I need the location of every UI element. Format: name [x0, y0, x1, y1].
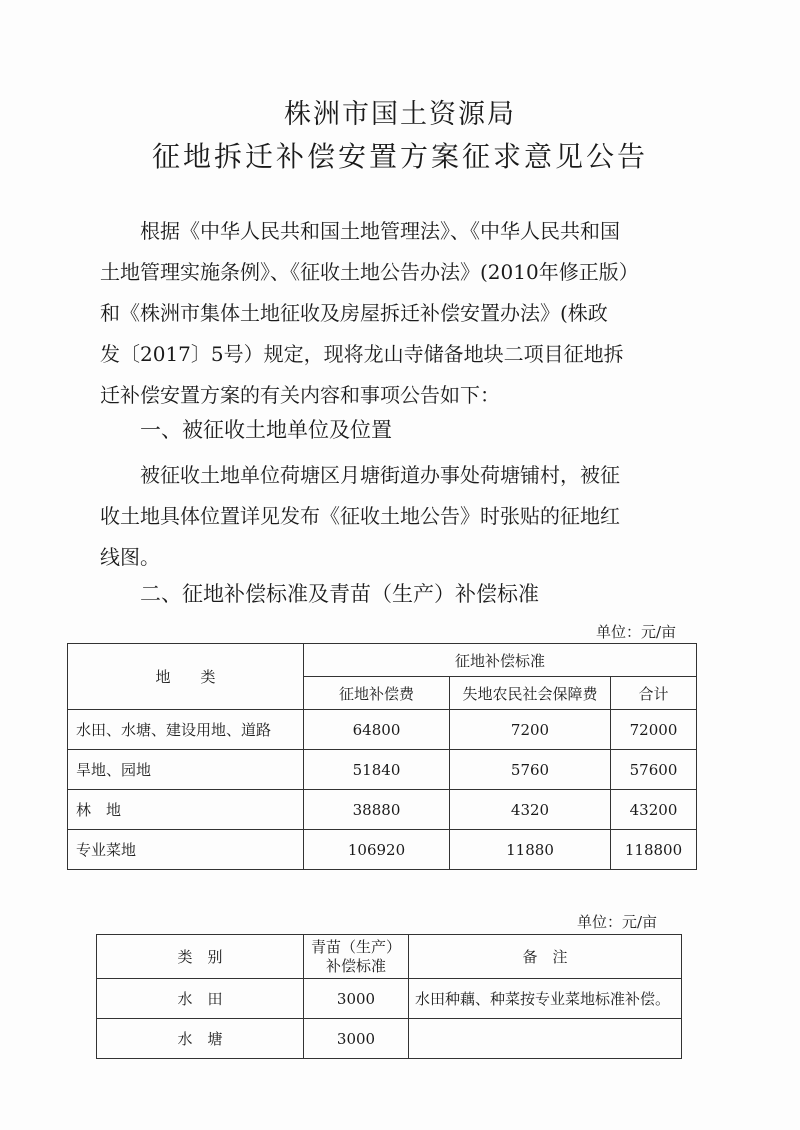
category-cell: 水 田	[97, 979, 304, 1019]
table1-col-header: 征地补偿费	[304, 677, 450, 710]
table2-header-note: 备 注	[409, 935, 682, 979]
security-cell: 5760	[450, 750, 611, 790]
document-title-authority: 株洲市国土资源局	[284, 99, 516, 130]
intro-paragraph	[100, 211, 720, 416]
table2-header-category: 类 别	[97, 935, 304, 979]
land-type-cell: 林 地	[68, 790, 304, 830]
table-row	[68, 750, 697, 790]
table1-header-group: 征地补偿标准	[304, 644, 697, 677]
compensation-cell: 51840	[304, 750, 450, 790]
table1-col-header: 合计	[611, 677, 697, 710]
table-row	[68, 830, 697, 870]
table2-header-standard-line2: 补偿标准	[325, 956, 386, 975]
category-cell: 水 塘	[97, 1019, 304, 1059]
compensation-cell: 38880	[304, 790, 450, 830]
security-cell: 7200	[450, 710, 611, 750]
section1-line: 收土地具体位置详见发布《征收土地公告》时张贴的征地红	[100, 504, 620, 528]
compensation-cell: 106920	[304, 830, 450, 870]
table-row	[68, 790, 697, 830]
section1-paragraph	[100, 455, 720, 578]
table1-col-header: 失地农民社会保障费	[450, 677, 611, 710]
total-cell: 118800	[611, 830, 697, 870]
section2-heading: 二、征地补偿标准及青苗（生产）补偿标准	[140, 582, 539, 606]
section1-line: 被征收土地单位荷塘区月塘街道办事处荷塘铺村，被征	[140, 463, 620, 487]
security-cell: 4320	[450, 790, 611, 830]
table2-unit-label: 单位：元/亩	[577, 913, 658, 931]
standard-cell: 3000	[304, 1019, 409, 1059]
document-title-subject: 征地拆迁补偿安置方案征求意见公告	[151, 140, 648, 173]
note-cell: 水田种藕、种菜按专业菜地标准补偿。	[409, 979, 682, 1019]
total-cell: 72000	[611, 710, 697, 750]
intro-line: 迁补偿安置方案的有关内容和事项公告如下：	[100, 383, 500, 407]
intro-line: 发〔2017〕5号）规定，现将龙山寺储备地块二项目征地拆	[100, 342, 624, 366]
table-row	[97, 1019, 682, 1059]
land-compensation-table	[67, 643, 697, 870]
note-cell	[409, 1019, 682, 1059]
security-cell: 11880	[450, 830, 611, 870]
table-row	[97, 979, 682, 1019]
table2-header-standard-line1: 青苗（生产）	[310, 937, 401, 956]
land-type-cell: 水田、水塘、建设用地、道路	[68, 710, 304, 750]
crop-compensation-table	[96, 934, 682, 1059]
total-cell: 43200	[611, 790, 697, 830]
intro-line: 根据《中华人民共和国土地管理法》、《中华人民共和国	[140, 219, 620, 243]
intro-line: 和《株洲市集体土地征收及房屋拆迁补偿安置办法》(株政	[100, 301, 608, 325]
land-type-cell: 专业菜地	[68, 830, 304, 870]
table2-header-standard	[304, 935, 409, 979]
total-cell: 57600	[611, 750, 697, 790]
land-type-cell: 旱地、园地	[68, 750, 304, 790]
standard-cell: 3000	[304, 979, 409, 1019]
section1-heading: 一、被征收土地单位及位置	[140, 418, 392, 442]
compensation-cell: 64800	[304, 710, 450, 750]
table-row	[68, 710, 697, 750]
table1-unit-label: 单位：元/亩	[596, 623, 677, 641]
section1-line: 线图。	[100, 545, 160, 569]
table1-header-land-type: 地 类	[68, 644, 304, 710]
intro-line: 土地管理实施条例》、《征收土地公告办法》(2010年修正版）	[100, 260, 639, 284]
